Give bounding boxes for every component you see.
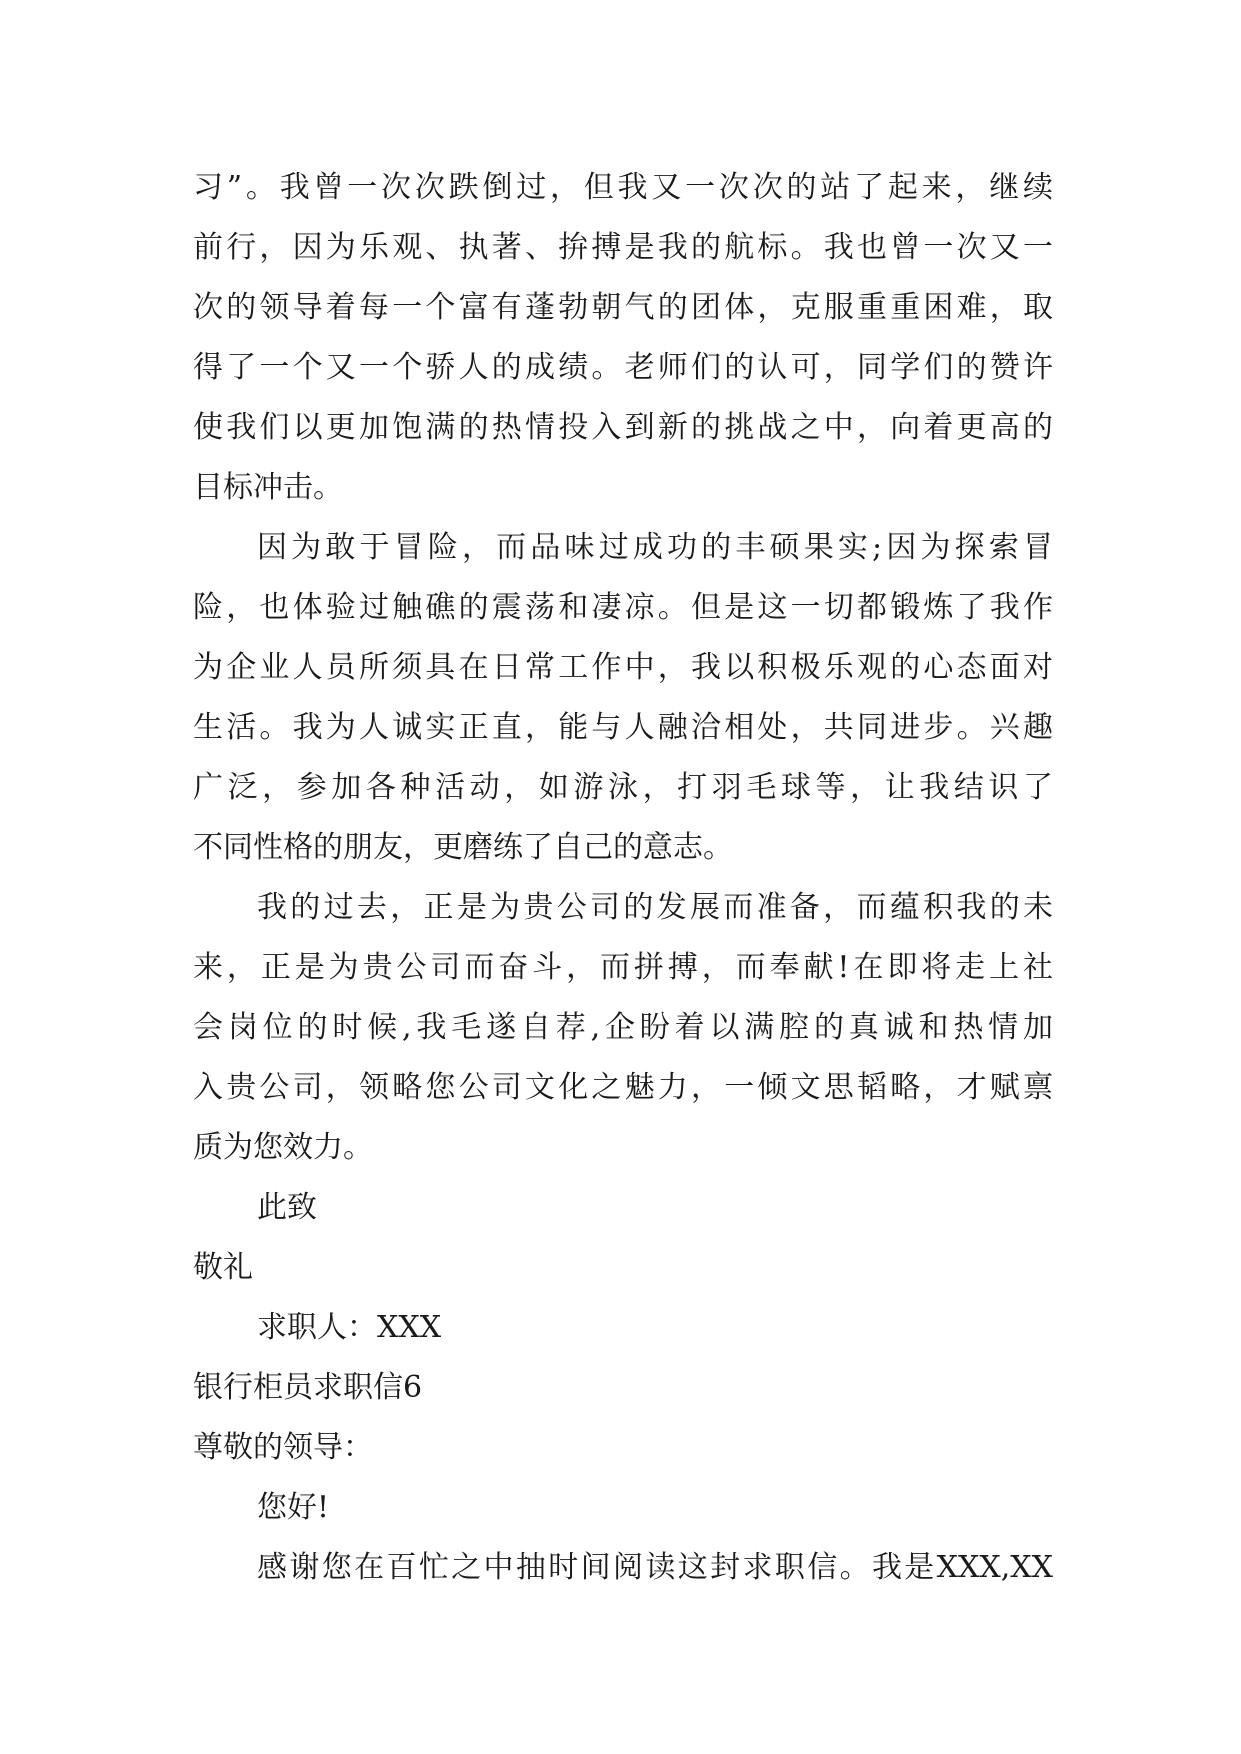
text-line: 因为敢于冒险，而品味过成功的丰硕果实;因为探索冒 [257,530,1053,565]
text-line: 次的领导着每一个富有蓬勃朝气的团体，克服重重困难，取 [193,290,1053,325]
text-line: 为企业人员所须具在日常工作中，我以积极乐观的心态面对 [193,650,1053,685]
paragraph-3 [193,878,1053,1178]
text-line: 入贵公司，领略您公司文化之魅力，一倾文思韬略，才赋禀 [193,1070,1053,1105]
text-line: 使我们以更加饱满的热情投入到新的挑战之中，向着更高的 [193,410,1053,445]
text-line: 来，正是为贵公司而奋斗，而拼搏，而奉献!在即将走上社 [193,950,1053,985]
letter-title: 银行柜员求职信6 [193,1370,423,1405]
text-line: 险，也体验过触礁的震荡和凄凉。但是这一切都锻炼了我作 [193,590,1053,625]
text-line: 目标冲击。 [193,470,343,505]
text-line: 会岗位的时候,我毛遂自荐,企盼着以满腔的真诚和热情加 [193,1010,1053,1045]
text-line: 生活。我为人诚实正直，能与人融洽相处，共同进步。兴趣 [193,710,1053,745]
text-line: 不同性格的朋友，更磨练了自己的意志。 [193,830,733,865]
signature-line: 求职人：XXX [257,1310,442,1345]
closing-line: 此致 [257,1190,317,1225]
salutation-line: 敬礼 [193,1250,253,1285]
text-line: 感谢您在百忙之中抽时间阅读这封求职信。我是XXX,XX [257,1550,1053,1585]
text-line: 我的过去，正是为贵公司的发展而准备，而蕴积我的未 [257,890,1053,925]
text-line: 前行，因为乐观、执著、拚搏是我的航标。我也曾一次又一 [193,230,1053,265]
hello-line: 您好! [257,1490,330,1525]
text-line: 广泛，参加各种活动，如游泳，打羽毛球等，让我结识了 [193,770,1053,805]
text-line: 质为您效力。 [193,1130,373,1165]
text-line: 得了一个又一个骄人的成绩。老师们的认可，同学们的赞许 [193,350,1053,385]
paragraph-1 [193,158,1053,518]
paragraph-2 [193,518,1053,878]
text-line: 习”。我曾一次次跌倒过，但我又一次次的站了起来，继续 [193,170,1053,205]
greeting-line: 尊敬的领导： [193,1430,373,1465]
document-page [193,158,1053,1598]
